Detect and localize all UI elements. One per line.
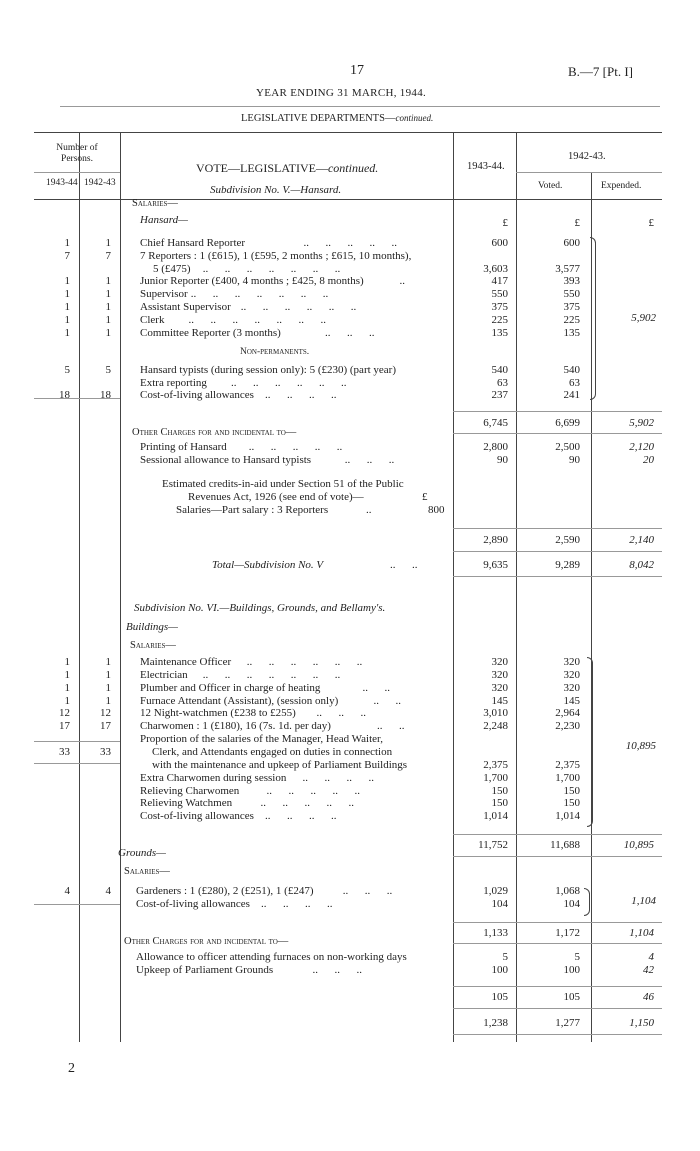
total-subdivision-v-rule <box>453 576 662 577</box>
item-voted: 1,014 <box>555 810 580 823</box>
persons-prior: 1 <box>105 694 111 707</box>
currency-amount: £ <box>502 217 508 229</box>
prior-year-rule <box>516 172 662 173</box>
persons-prior: 1 <box>105 314 111 326</box>
persons-current: 1 <box>64 314 70 326</box>
item-voted: 2,964 <box>555 707 580 720</box>
item-amount: 320 <box>491 681 508 694</box>
col-divider-voted <box>516 132 517 1042</box>
grounds-salaries-expended: 1,104 <box>631 895 656 907</box>
item-voted: 2,230 <box>555 720 580 733</box>
item-dots: .. .. .. .. <box>254 810 337 823</box>
item-description: Junior Reporter (£400, 4 months ; £425, 8 months) <box>140 275 364 287</box>
item-description: Relieving Charwomen <box>140 784 240 797</box>
persons-total-rule <box>34 398 120 399</box>
item-amount: 100 <box>491 964 508 976</box>
subdivision-vi-heading: Subdivision No. VI.—Buildings, Grounds, and Bellamy's. <box>134 602 386 614</box>
item-description: Allowance to officer attending furnaces on non-working days <box>136 951 407 963</box>
persons-current: 1 <box>64 656 70 668</box>
item-description: Proportion of the salaries of the Manager, Head Waiter, <box>140 733 384 746</box>
item-expended: 4 <box>648 951 654 963</box>
grounds-other-total-expended: 46 <box>643 991 654 1003</box>
persons-current: 1 <box>64 668 70 681</box>
credits-dots: .. <box>366 504 372 516</box>
item-expended: 20 <box>643 454 654 466</box>
item-description: Cost-of-living allowances <box>136 898 250 910</box>
buildings-salaries-label: Salaries— <box>130 640 176 651</box>
item-amount: 150 <box>491 797 508 810</box>
item-description: Clerk <box>140 314 165 326</box>
item-description: Clerk, and Attendants engaged on duties in connection <box>152 745 393 758</box>
item-description: Furnace Attendant (Assistant), (session only) <box>140 694 339 707</box>
other-charges-label: Other Charges for and incidental to— <box>132 427 297 438</box>
buildings-brace <box>587 657 593 827</box>
col-divider-persons <box>79 132 80 1042</box>
persons-current: 5 <box>64 364 70 376</box>
col-divider-amount <box>453 132 454 1042</box>
persons-current: 1 <box>64 237 70 249</box>
grounds-total-rule <box>453 922 662 923</box>
persons-current: 7 <box>64 250 70 262</box>
item-description: Relieving Watchmen <box>140 797 233 810</box>
persons-prior: 5 <box>105 364 111 376</box>
grounds-other-total-rule <box>453 986 662 987</box>
vote-title-text: VOTE—LEGISLATIVE— <box>196 161 328 175</box>
item-dots: .. .. .. .. <box>254 389 337 401</box>
item-voted: 2,375 <box>555 758 580 771</box>
credits-pound: £ <box>422 491 428 503</box>
item-voted: 540 <box>563 364 580 376</box>
buildings-total-rule <box>453 834 662 835</box>
item-dots: .. .. <box>346 681 390 694</box>
persons-prior: 33 <box>100 745 111 758</box>
grand-total-rule <box>453 1034 662 1035</box>
item-voted: 100 <box>563 964 580 976</box>
persons-prior: 7 <box>105 250 111 262</box>
item-dots: .. .. .. .. .. <box>244 797 354 810</box>
total-subdivision-v-label: Total—Subdivision No. V <box>212 559 324 571</box>
item-amount: 1,014 <box>483 810 508 823</box>
item-amount: 63 <box>497 377 508 389</box>
item-voted: 5 <box>574 951 580 963</box>
item-dots: .. <box>394 275 405 287</box>
item-description: 5 (£475) <box>153 263 191 275</box>
column-1942-43: 1942-43. <box>568 151 606 162</box>
total-subdivision-v-dots: .. .. <box>390 559 418 571</box>
grounds-label: Grounds— <box>118 847 166 859</box>
item-amount: 375 <box>491 301 508 313</box>
salaries-total-expended: 5,902 <box>629 417 654 429</box>
other-total-rule <box>453 528 662 529</box>
item-description: Maintenance Officer <box>140 656 232 668</box>
item-amount: 225 <box>491 314 508 326</box>
item-voted: 320 <box>563 668 580 681</box>
total-subdivision-v-voted: 9,289 <box>555 559 580 571</box>
persons-current: 17 <box>59 720 70 733</box>
item-description: with the maintenance and upkeep of Parliament Buildings <box>152 758 408 771</box>
column-expended: Expended. <box>601 181 642 191</box>
credits-note-line-3: Salaries—Part salary : 3 Reporters <box>176 504 329 516</box>
buildings-total-voted: 11,688 <box>550 839 580 851</box>
item-amount: 135 <box>491 327 508 339</box>
item-expended: 42 <box>643 964 654 976</box>
item-description: Plumber and Officer in charge of heating <box>140 681 321 694</box>
footer-page-marker: 2 <box>68 1061 75 1076</box>
persons-year-rule <box>34 172 120 173</box>
persons-prior: 1 <box>105 668 111 681</box>
persons-prior: 1 <box>105 656 111 668</box>
salaries-brace <box>590 237 596 400</box>
item-dots: .. .. .. .. <box>250 898 333 910</box>
item-amount: 320 <box>491 656 508 668</box>
item-description: Chief Hansard Reporter <box>140 237 246 249</box>
persons-prior: 18 <box>100 389 111 401</box>
item-amount: 104 <box>491 898 508 910</box>
item-voted: 241 <box>563 389 580 401</box>
item-dots: .. .. .. <box>314 327 375 339</box>
item-dots: .. .. .. .. .. <box>250 784 360 797</box>
item-dots: .. .. .. <box>340 885 393 897</box>
item-amount: 150 <box>491 784 508 797</box>
header-bottom-rule <box>34 199 662 200</box>
header-rule <box>60 106 660 107</box>
persons-current: 18 <box>59 389 70 401</box>
credits-amount: 800 <box>428 504 445 516</box>
buildings-label: Buildings— <box>126 621 178 633</box>
item-dots: .. .. .. .. .. .. .. <box>200 668 341 681</box>
credits-note-line-2: Revenues Act, 1926 (see end of vote)— <box>188 491 364 503</box>
persons-prior: 1 <box>105 681 111 694</box>
item-dots: .. .. .. <box>300 707 366 720</box>
table-top-rule <box>34 132 662 133</box>
grounds-salaries-label: Salaries— <box>124 866 170 877</box>
item-description: Hansard typists (during session only): 5 (£230) (part year) <box>140 364 397 376</box>
item-description: Charwomen : 1 (£180), 16 (7s. 1d. per day) <box>140 720 331 733</box>
page-title: YEAR ENDING 31 MARCH, 1944. <box>256 87 427 99</box>
item-amount: 2,800 <box>483 441 508 453</box>
item-voted: 104 <box>563 898 580 910</box>
item-description: Extra Charwomen during session <box>140 771 287 784</box>
persons-vi-rule-1 <box>34 741 120 742</box>
item-dots: .. .. .. .. .. .. .. <box>172 314 326 326</box>
item-dots: .. .. .. .. .. .. .. <box>200 263 341 275</box>
item-voted: 2,500 <box>555 441 580 453</box>
item-voted: 600 <box>563 237 580 249</box>
item-dots: .. .. .. .. .. <box>246 441 343 453</box>
item-amount: 2,248 <box>483 720 508 733</box>
item-description: Electrician <box>140 668 188 681</box>
item-dots: .. .. .. <box>342 454 395 466</box>
currency-expended: £ <box>648 217 654 229</box>
persons-current: 4 <box>64 885 70 897</box>
grounds-total-bottom-rule <box>453 943 662 944</box>
item-description: Assistant Supervisor <box>140 301 231 313</box>
persons-prior: 12 <box>100 707 111 720</box>
section-heading <box>241 114 433 125</box>
vote-title-suffix: continued. <box>327 161 379 175</box>
item-expended: 2,120 <box>629 441 654 453</box>
other-total-bottom-rule <box>453 551 662 552</box>
buildings-total-amount: 11,752 <box>478 839 508 851</box>
item-amount: 5 <box>502 951 508 963</box>
grand-total-amount: 1,238 <box>483 1017 508 1029</box>
item-voted: 63 <box>569 377 580 389</box>
item-voted: 1,700 <box>555 771 580 784</box>
item-amount: 3,010 <box>483 707 508 720</box>
persons-grounds-rule <box>34 904 120 905</box>
item-voted: 550 <box>563 288 580 300</box>
total-subdivision-v-expended: 8,042 <box>629 559 654 571</box>
persons-year-prior: 1942-43 <box>84 178 116 188</box>
section-suffix: continued. <box>395 113 434 123</box>
item-voted: 150 <box>563 784 580 797</box>
item-description: Committee Reporter (3 months) <box>140 327 281 339</box>
item-voted: 393 <box>563 275 580 287</box>
hansard-label: Hansard— <box>140 214 188 226</box>
grand-total-voted: 1,277 <box>555 1017 580 1029</box>
grounds-total-voted: 1,172 <box>555 927 580 939</box>
item-description: Extra reporting <box>140 377 207 389</box>
item-voted: 320 <box>563 656 580 668</box>
salaries-label: Salaries— <box>132 198 178 209</box>
item-amount: 550 <box>491 288 508 300</box>
item-description: Supervisor <box>140 288 188 300</box>
salaries-total-voted: 6,699 <box>555 417 580 429</box>
item-description: 7 Reporters : 1 (£615), 1 (£595, 2 months ; £615, 10 months), <box>140 250 412 262</box>
item-dots: .. .. <box>368 694 401 707</box>
non-permanents-label: Non-permanents. <box>240 347 310 357</box>
persons-current: 33 <box>59 745 70 758</box>
persons-prior: 1 <box>105 237 111 249</box>
grounds-total-expended: 1,104 <box>629 927 654 939</box>
column-1943-44: 1943-44. <box>467 161 505 172</box>
item-amount: 417 <box>491 275 508 287</box>
persons-header: Number of Persons. <box>56 143 98 164</box>
item-description: 12 Night-watchmen (£238 to £255) <box>140 707 296 720</box>
page-number: 17 <box>350 63 364 78</box>
persons-current: 1 <box>64 288 70 300</box>
grounds-total-amount: 1,133 <box>483 927 508 939</box>
total-subdivision-v-amount: 9,635 <box>483 559 508 571</box>
column-voted: Voted. <box>538 181 563 191</box>
item-amount: 1,700 <box>483 771 508 784</box>
persons-prior: 1 <box>105 275 111 287</box>
item-amount: 145 <box>491 694 508 707</box>
vote-title <box>196 162 378 174</box>
credits-note-line-1: Estimated credits-in-aid under Section 51 of the Public <box>162 478 404 490</box>
persons-prior: 1 <box>105 327 111 339</box>
grounds-other-total-voted: 105 <box>563 991 580 1003</box>
item-dots: .. .. .. .. <box>286 771 374 784</box>
other-total-expended: 2,140 <box>629 534 654 546</box>
grounds-brace <box>584 888 590 916</box>
salaries-total-rule <box>453 411 662 412</box>
item-voted: 1,068 <box>555 885 580 897</box>
buildings-total-bottom-rule <box>453 856 662 857</box>
item-voted: 90 <box>569 454 580 466</box>
persons-current: 1 <box>64 327 70 339</box>
item-amount: 2,375 <box>483 758 508 771</box>
item-description: Gardeners : 1 (£280), 2 (£251), 1 (£247) <box>136 885 314 897</box>
grounds-other-total-bottom-rule <box>453 1008 662 1009</box>
item-description: Cost-of-living allowances <box>140 389 254 401</box>
item-dots: .. .. .. <box>296 964 362 976</box>
grounds-other-charges-label: Other Charges for and incidental to— <box>124 936 289 947</box>
item-amount: 3,603 <box>483 263 508 275</box>
persons-prior: 1 <box>105 301 111 313</box>
item-description: Cost-of-living allowances <box>140 810 254 823</box>
buildings-salaries-expended: 10,895 <box>625 740 656 752</box>
hansard-salaries-expended: 5,902 <box>631 312 656 324</box>
other-total-voted: 2,590 <box>555 534 580 546</box>
persons-vi-rule-2 <box>34 763 120 764</box>
item-amount: 1,029 <box>483 885 508 897</box>
section-title: LEGISLATIVE DEPARTMENTS— <box>241 113 396 124</box>
item-voted: 320 <box>563 681 580 694</box>
item-voted: 135 <box>563 327 580 339</box>
item-amount: 320 <box>491 668 508 681</box>
item-voted: 375 <box>563 301 580 313</box>
item-amount: 600 <box>491 237 508 249</box>
persons-current: 1 <box>64 275 70 287</box>
item-description: Printing of Hansard <box>140 441 227 453</box>
item-voted: 150 <box>563 797 580 810</box>
item-description: Upkeep of Parliament Grounds <box>136 964 274 976</box>
currency-voted: £ <box>574 217 580 229</box>
item-dots: .. .. .. .. .. <box>298 237 397 249</box>
salaries-total-amount: 6,745 <box>483 417 508 429</box>
item-dots: .. .. .. .. .. .. <box>238 301 357 313</box>
subdivision-v-heading: Subdivision No. V.—Hansard. <box>210 184 342 196</box>
item-voted: 225 <box>563 314 580 326</box>
buildings-total-expended: 10,895 <box>623 839 654 851</box>
other-total-amount: 2,890 <box>483 534 508 546</box>
col-divider-persons-2 <box>120 132 121 1042</box>
persons-prior: 17 <box>100 720 111 733</box>
persons-current: 1 <box>64 694 70 707</box>
persons-current: 1 <box>64 301 70 313</box>
persons-prior: 4 <box>105 885 111 897</box>
document-reference: B.—7 [Pt. I] <box>568 64 633 79</box>
grounds-other-total-amount: 105 <box>491 991 508 1003</box>
item-voted: 3,577 <box>555 263 580 275</box>
salaries-total-bottom-rule <box>453 433 662 434</box>
persons-prior: 1 <box>105 288 111 300</box>
item-amount: 540 <box>491 364 508 376</box>
item-amount: 90 <box>497 454 508 466</box>
item-description: Sessional allowance to Hansard typists <box>140 454 312 466</box>
persons-year-current: 1943-44 <box>46 178 78 188</box>
persons-current: 12 <box>59 707 70 720</box>
item-voted: 145 <box>563 694 580 707</box>
item-dots: .. .. <box>366 720 405 733</box>
grand-total-expended: 1,150 <box>629 1017 654 1029</box>
item-dots: .. .. .. .. .. .. <box>244 656 363 668</box>
item-amount: 237 <box>491 389 508 401</box>
item-dots: .. .. .. .. .. .. <box>220 377 347 389</box>
persons-current: 1 <box>64 681 70 694</box>
item-dots: .. .. .. .. .. .. .. <box>188 288 329 300</box>
